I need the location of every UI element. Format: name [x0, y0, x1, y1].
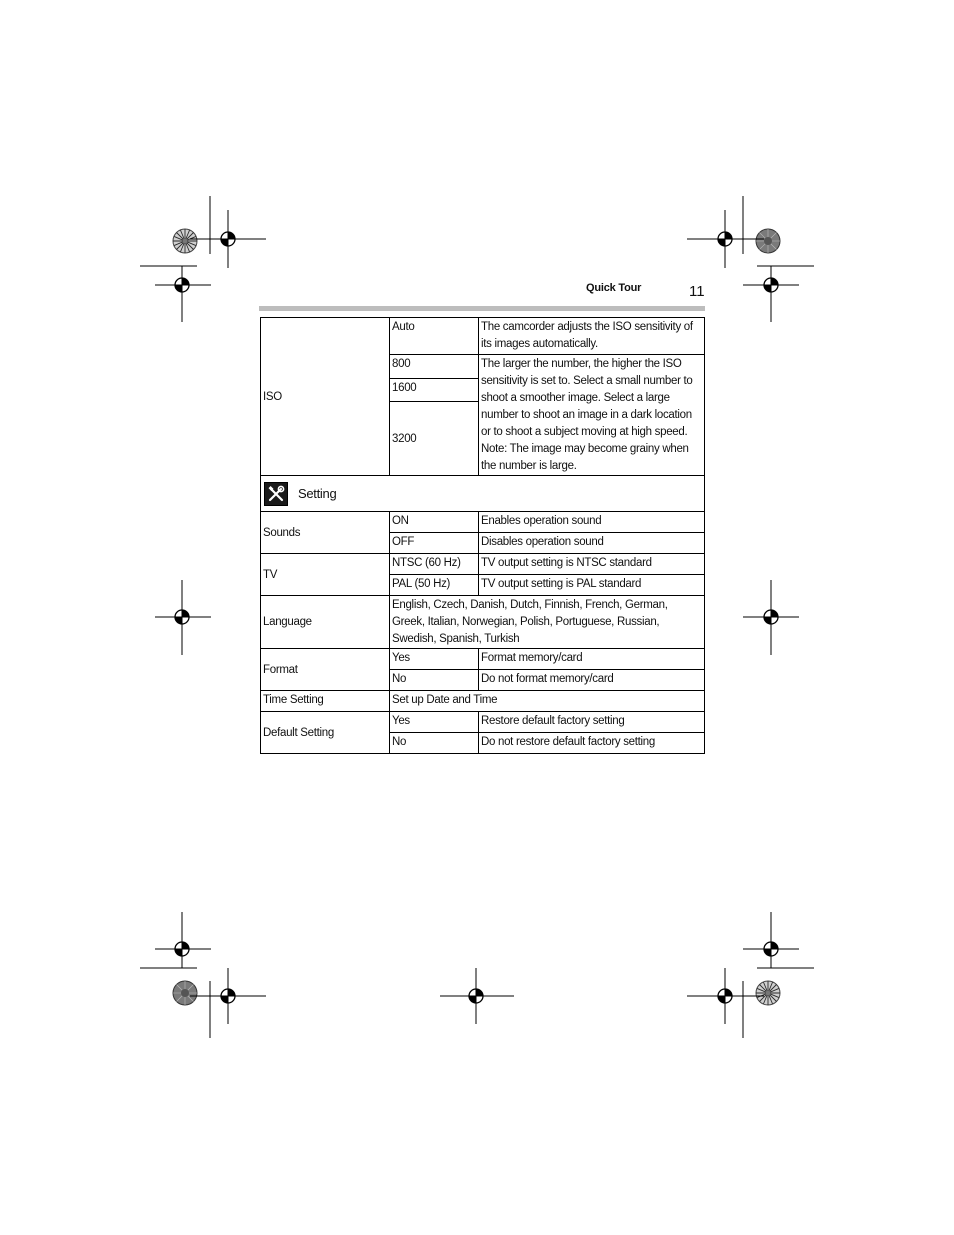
iso-numbers-description: The larger the number, the higher the ISO sensitivity is set to. Select a small number to shoot a smoother image. Select a large number to shoot an image in a dark location or to shoot a subject moving at high speed. Note: The image may become grainy when the number is large.: [479, 355, 705, 476]
tv-option: NTSC (60 Hz): [390, 554, 479, 575]
settings-table: [260, 317, 705, 754]
format-option: Yes: [390, 649, 479, 670]
iso-auto-description: The camcorder adjusts the ISO sensitivity of its images automatically.: [479, 318, 705, 355]
iso-option-1600: 1600: [390, 378, 479, 402]
table-row: [261, 554, 705, 575]
iso-option-800: 800: [390, 355, 479, 379]
default-setting-description: Restore default factory setting: [479, 712, 705, 733]
iso-option-3200: 3200: [390, 402, 479, 476]
wrench-screwdriver-icon: [264, 482, 288, 506]
table-row: [261, 712, 705, 733]
setting-section-title: Setting: [298, 486, 337, 501]
tv-label: TV: [261, 554, 390, 596]
format-label: Format: [261, 649, 390, 691]
tv-description: TV output setting is PAL standard: [479, 575, 705, 596]
default-setting-option: No: [390, 733, 479, 754]
time-setting-label: Time Setting: [261, 691, 390, 712]
setting-section-header: [261, 476, 705, 512]
language-label: Language: [261, 596, 390, 649]
sounds-option: OFF: [390, 533, 479, 554]
iso-option-auto: Auto: [390, 318, 479, 355]
sounds-description: Enables operation sound: [479, 512, 705, 533]
table-row: [261, 512, 705, 533]
page-number: 11: [689, 283, 705, 300]
table-row: [261, 649, 705, 670]
sounds-description: Disables operation sound: [479, 533, 705, 554]
default-setting-description: Do not restore default factory setting: [479, 733, 705, 754]
sounds-label: Sounds: [261, 512, 390, 554]
table-row: [261, 318, 705, 355]
running-header-section: Quick Tour: [586, 282, 642, 294]
table-row: [261, 596, 705, 649]
sounds-option: ON: [390, 512, 479, 533]
table-row: [261, 691, 705, 712]
tv-option: PAL (50 Hz): [390, 575, 479, 596]
format-description: Do not format memory/card: [479, 670, 705, 691]
default-setting-option: Yes: [390, 712, 479, 733]
format-description: Format memory/card: [479, 649, 705, 670]
iso-label: ISO: [261, 318, 390, 476]
language-value: English, Czech, Danish, Dutch, Finnish, French, German, Greek, Italian, Norwegian, Polish, Portuguese, Russian, Swedish, Spanish, Turkish: [390, 596, 705, 649]
header-rule: [259, 306, 705, 311]
section-row: [261, 476, 705, 512]
format-option: No: [390, 670, 479, 691]
time-setting-value: Set up Date and Time: [390, 691, 705, 712]
tv-description: TV output setting is NTSC standard: [479, 554, 705, 575]
default-setting-label: Default Setting: [261, 712, 390, 754]
